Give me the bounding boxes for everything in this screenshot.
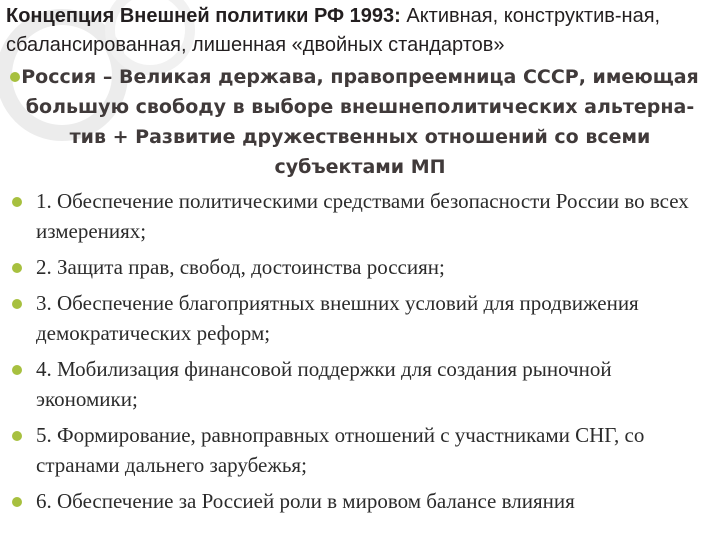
list-item: 2. Защита прав, свобод, достоинства россиян; xyxy=(12,252,712,282)
list-item: 4. Мобилизация финансовой поддержки для создания рыночной экономики; xyxy=(12,354,712,414)
bullet-icon xyxy=(12,263,22,273)
bullet-icon xyxy=(12,431,22,441)
list-item: 5. Формирование, равноправных отношений с участниками СНГ, со странами дальнего зарубежья; xyxy=(12,420,712,480)
bullet-icon xyxy=(12,497,22,507)
title-bold: Концепция Внешней политики РФ 1993: xyxy=(6,5,401,27)
bullet-list xyxy=(12,186,712,522)
list-item: 1. Обеспечение политическими средствами безопасности России во всех измерениях; xyxy=(12,186,712,246)
list-item: 3. Обеспечение благоприятных внешних условий для продвижения демократических реформ; xyxy=(12,288,712,348)
slide-title xyxy=(6,2,712,60)
bullet-icon xyxy=(12,197,22,207)
list-item: 6. Обеспечение за Россией роли в мировом балансе влияния xyxy=(12,486,712,516)
bullet-icon xyxy=(12,365,22,375)
subtitle-text: Россия – Великая держава, правопреемница СССР, имеющая большую свободу в выборе внешнеполитических альтерна-тив + Развитие дружественных отношений со всеми субъектами МП xyxy=(21,66,699,178)
subtitle xyxy=(8,62,712,182)
bullet-icon xyxy=(10,72,20,82)
bullet-icon xyxy=(12,299,22,309)
title-rest: Активная, конструктив-ная, сбалансированная, лишенная «двойных стандартов» xyxy=(6,5,661,56)
